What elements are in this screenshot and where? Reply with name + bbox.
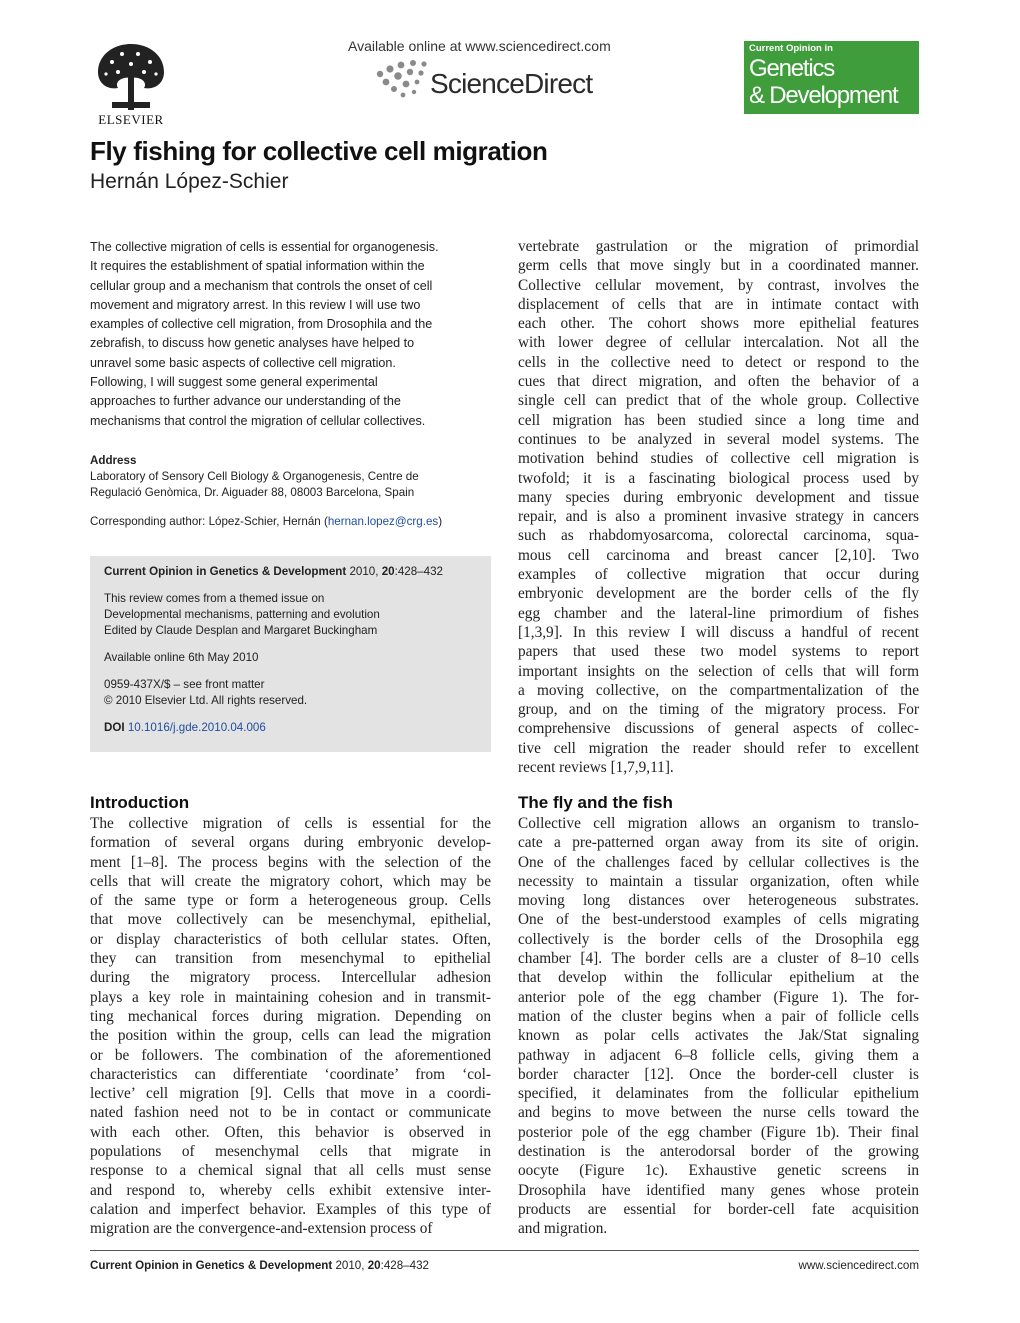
text-line: known as polar cells activates the Jak/Stat signaling [518,1027,919,1045]
journal-badge-top: Current Opinion in [749,43,833,54]
abstract-line: examples of collective cell migration, from Drosophila and the [90,317,433,332]
text-line: repair, and is also a prominent invasive strategy in cancers [518,508,919,526]
text-line: anterior pole of the egg chamber (Figure 1). The for- [518,988,919,1006]
article-author: Hernán López-Schier [90,170,289,193]
fly-fish-text [518,814,919,1239]
text-line: and begins to move between the nurse cells toward the [518,1104,919,1122]
publisher-name: ELSEVIER [98,112,164,127]
text-line: the position within the group, cells can lead the migration [90,1027,491,1045]
text-line: destination is the anterodorsal border of the growing [518,1143,919,1161]
text-line: with lower degree of cellular intercalation. Not all the [518,334,919,352]
text-line: cells that will create the migratory cohort, which may be [90,872,491,890]
text-line: egg chamber and the lateral-line primordium of fishes [518,604,919,622]
text-line: motivation behind studies of collective cell migration is [518,450,919,468]
text-line: important insights on the selection of cells that will form [518,662,919,680]
text-line: examples of collective migration that occur during [518,566,919,584]
text-line: collectively is the border cells of the Drosophila egg [518,930,919,948]
text-line: single cell can predict that of the whole group. Collective [518,392,919,410]
abstract-line: cellular group and a mechanism that controls the onset of cell [90,278,433,293]
info-theme-line: This review comes from a themed issue on [104,592,325,605]
text-line: mous cell carcinoma and breast cancer [2,10]. Two [518,546,919,564]
corresponding-prefix: Corresponding author: López-Schier, Hernán ( [90,515,328,528]
info-doi [104,720,477,736]
info-citation [104,564,477,580]
text-line: Drosophila have identified many genes whose protein [518,1181,919,1199]
footer-divider [90,1250,919,1251]
text-line: populations of mesenchymal cells that migrate in [90,1143,491,1161]
text-line: of the same type or form a heterogeneous group. Cells [90,892,491,910]
text-line: formation of several organs during embryonic develop- [90,834,491,852]
footer-citation [90,1259,429,1272]
text-line: such as rhabdomyosarcoma, colorectal carcinoma, squa- [518,527,919,545]
text-line: or be followers. The combination of the aforementioned [90,1046,491,1064]
text-line: cate a pre-patterned organ away from its site of origin. [518,834,919,852]
text-line: specified, it delaminates from the follicular epithelium [518,1085,919,1103]
address-block [90,453,491,501]
abstract-text [90,238,491,431]
info-doi-label: DOI [104,721,125,734]
corresponding-email-link[interactable]: hernan.lopez@crg.es [327,515,439,528]
info-issn: 0959-437X/$ – see front matter [104,678,265,691]
text-line: migration are the convergence-and-extension process of [90,1220,433,1238]
journal-badge-line1: Genetics [749,55,835,82]
text-line: mation of the cluster begins when a pair of follicle cells [518,1007,919,1025]
continued-text [518,237,919,777]
text-line: border character [12]. Once the border-cell cluster is [518,1065,919,1083]
text-line: continues to be analyzed in several model systems. The [518,430,919,448]
abstract-line: zebrafish, to discuss how genetic analyses have helped to [90,336,415,351]
abstract-line: mechanisms that control the migration of cellular collectives. [90,413,426,428]
text-line: pathway in adjacent 6–8 follicle cells, giving them a [518,1046,919,1064]
text-line: that develop within the follicular epithelium at the [518,969,919,987]
available-online-text: Available online at www.sciencedirect.com [348,38,611,54]
info-year: 2010, [349,565,379,578]
introduction-text [90,814,491,1239]
text-line: ment [1–8]. The process begins with the selection of the [90,853,491,871]
introduction-heading: Introduction [90,793,190,812]
text-line: many species during embryonic development and tissue [518,488,919,506]
text-line: ting mechanical forces during migration. Depending on [90,1007,491,1025]
abstract-line: movement and migratory arrest. In this review I will use two [90,297,421,312]
address-line: Laboratory of Sensory Cell Biology & Organogenesis, Centre de [90,470,419,483]
text-line: cells in the collective need to detect or respond to the [518,353,919,371]
text-line: and migration. [518,1220,608,1238]
info-pages: :428–432 [394,565,443,578]
info-available-date: Available online 6th May 2010 [104,651,259,664]
article-title: Fly fishing for collective cell migration [90,136,548,166]
footer-url[interactable]: www.sciencedirect.com [798,1259,919,1272]
abstract-line: unravel some basic aspects of collective cell migration. [90,355,396,370]
text-line: a moving collective, on the compartmentalization of the [518,681,919,699]
footer-volume: 20 [367,1259,381,1272]
journal-badge [744,41,919,114]
text-line: posterior pole of the egg chamber (Figure 1b). Their final [518,1123,919,1141]
info-theme-line: Edited by Claude Desplan and Margaret Buckingham [104,624,378,637]
fly-fish-heading: The fly and the fish [518,793,673,812]
text-line: products are essential for border-cell fate acquisition [518,1200,919,1218]
text-line: and respond to, whereby cells exhibit extensive inter- [90,1181,491,1199]
corresponding-author [90,515,442,528]
text-line: cues that direct migration, and often the behavior of a [518,373,919,391]
text-line: they can transition from mesenchymal to epithelial [90,950,491,968]
abstract [90,238,491,431]
abstract-line: It requires the establishment of spatial information within the [90,259,425,274]
text-line: that move collectively can be mesenchymal, epithelial, [90,911,491,929]
text-line: nated fashion need not to be in contact or communicate [90,1104,491,1122]
text-line: plays a key role in maintaining cohesion and in transmit- [90,988,491,1006]
journal-badge-line2: & Development [749,82,898,109]
address-line: Regulació Genòmica, Dr. Aiguader 88, 08003 Barcelona, Spain [90,486,415,499]
abstract-line: The collective migration of cells is essential for organogenesis. [90,240,439,254]
text-line: response to a chemical signal that all cells must sense [90,1162,491,1180]
text-line: with each other. Often, this behavior is observed in [90,1123,491,1141]
sciencedirect-logo[interactable] [374,58,614,102]
abstract-line: approaches to further advance our understanding of the [90,394,401,409]
text-line: or display characteristics of both cellular states. Often, [90,930,491,948]
text-line: germ cells that move singly but in a coordinated manner. [518,257,919,275]
text-line: Collective cellular movement, by contrast, involves the [518,276,919,294]
corresponding-suffix: ) [438,515,443,528]
text-line: twofold; it is a fascinating biological process used by [518,469,919,487]
footer-year: 2010, [335,1259,365,1272]
text-line: tive cell migration the reader should refer to excellent [518,739,919,757]
text-line: each other. The cohort shows more epithelial features [518,315,919,333]
sciencedirect-dots-icon [374,58,434,102]
info-theme-line: Developmental mechanisms, patterning and evolution [104,608,380,621]
text-line: moving long distances over heterogeneous substrates. [518,892,919,910]
text-line: embryonic development are the border cells of the fly [518,585,919,603]
text-line: displacement of cells that are in intimate contact with [518,295,919,313]
sciencedirect-wordmark: ScienceDirect [430,68,593,99]
abstract-line: Following, I will suggest some general experimental [90,375,378,390]
address-heading: Address [90,454,137,467]
text-line: The collective migration of cells is essential for the [90,815,491,832]
text-line: One of the challenges faced by cellular collectives is the [518,853,919,871]
text-line: cell migration has been studied since a long time and [518,411,919,429]
text-line: One of the best-understood examples of cells migrating [518,911,919,929]
article-info-box [90,556,491,752]
info-volume: 20 [381,565,395,578]
info-journal: Current Opinion in Genetics & Development [104,565,347,578]
footer-pages: :428–432 [380,1259,429,1272]
text-line: vertebrate gastrulation or the migration of primordial [518,238,919,255]
text-line: papers that used these two model systems to report [518,643,919,661]
info-copyright: © 2010 Elsevier Ltd. All rights reserved. [104,694,308,707]
footer-journal: Current Opinion in Genetics & Development [90,1259,333,1272]
text-line: necessity to maintain a tissular organization, often while [518,872,919,890]
text-line: calation and imperfect behavior. Examples of this type of [90,1200,491,1218]
text-line: Collective cell migration allows an organism to translo- [518,815,919,832]
text-line: during the migratory process. Intercellular adhesion [90,969,491,987]
text-line: chamber [4]. The border cells are a cluster of 8–10 cells [518,950,919,968]
text-line: recent reviews [1,7,9,11]. [518,759,674,777]
text-line: group, and on the timing of the migratory process. For [518,701,919,719]
doi-link[interactable]: 10.1016/j.gde.2010.04.006 [127,721,266,734]
text-line: characteristics can differentiate ‘coordinate’ from ‘col- [90,1065,491,1083]
text-line: [1,3,9]. In this review I will discuss a handful of recent [518,623,919,641]
text-line: comprehensive discussions of general aspects of collec- [518,720,919,738]
text-line: lective’ cell migration [9]. Cells that move in a coordi- [90,1085,491,1103]
text-line: oocyte (Figure 1c). Exhaustive genetic screens in [518,1162,919,1180]
